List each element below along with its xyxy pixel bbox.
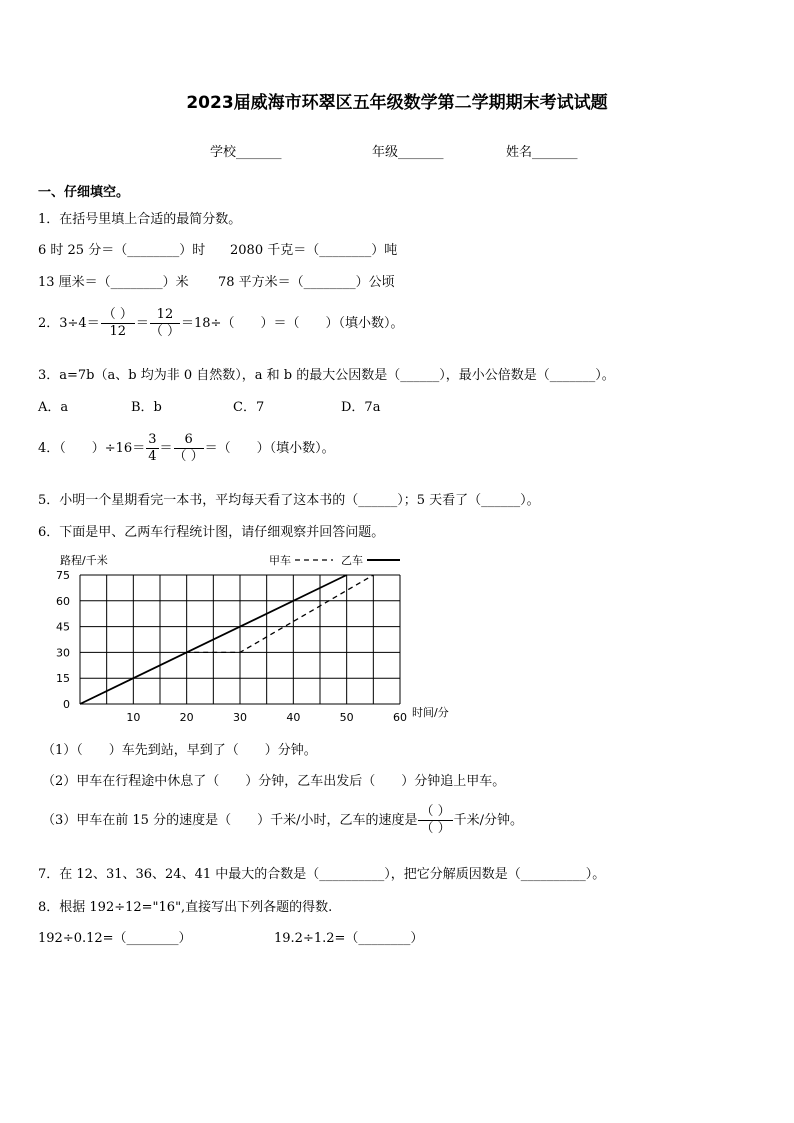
q8-stem: 8．根据 192÷12="16",直接写出下列各题的得数. — [38, 900, 333, 915]
q1-item-a: 6 时 25 分＝（________）时 — [38, 243, 206, 258]
q1-item-d: 78 平方米＝（________）公顷 — [218, 275, 395, 290]
q2-fraction-1 — [101, 307, 135, 340]
q6-sub3-fraction — [418, 804, 452, 837]
q3-option-b: B．b — [131, 400, 162, 415]
q8-item-a: 192÷0.12=（________） — [38, 931, 192, 946]
x-tick-label: 20 — [179, 711, 194, 724]
x-tick-label: 10 — [126, 711, 141, 724]
school-field: 学校_______ — [210, 145, 282, 160]
q6-sub3-lead: （3）甲车在前 15 分的速度是（ ）千米/小时，乙车的速度是 — [42, 813, 418, 828]
q3-option-d: D．7a — [341, 400, 381, 415]
q2-fraction-2 — [150, 307, 180, 340]
series-line-jia — [80, 575, 373, 704]
q4-f1-denominator: 4 — [148, 449, 157, 464]
legend — [269, 554, 400, 567]
q1-item-b: 2080 千克＝（________）吨 — [230, 243, 398, 258]
q2-f1-numerator: （ ） — [102, 307, 133, 322]
q6-sub3-numerator: （ ） — [420, 804, 451, 819]
q6-sub3-denominator: （ ） — [420, 821, 451, 836]
x-tick-label: 60 — [393, 711, 407, 724]
q4-f2-denominator: （ ） — [173, 449, 204, 464]
section-heading: 一、仔细填空。 — [38, 185, 130, 200]
y-tick-label: 75 — [56, 569, 70, 582]
q3-option-a: A．a — [38, 400, 69, 415]
q2-tail: ＝18÷（ ）＝（ ）（填小数）。 — [181, 316, 404, 331]
q6-sub3 — [42, 804, 523, 838]
page-title: 2023届威海市环翠区五年级数学第二学期期末考试试题 — [186, 93, 608, 113]
y-tick-label: 30 — [56, 646, 70, 660]
y-tick-label: 45 — [56, 620, 70, 634]
chart-grid — [80, 575, 400, 704]
x-tick-label: 50 — [339, 711, 354, 724]
q2-f2-numerator: 12 — [150, 307, 180, 324]
legend-jia-label: 甲车 — [269, 554, 291, 567]
name-field: 姓名_______ — [506, 145, 578, 160]
q2-equals: ＝ — [135, 316, 149, 331]
q4-f2-numerator: 6 — [174, 432, 204, 449]
y-tick-label: 0 — [63, 698, 70, 711]
q6-sub2: （2）甲车在行程途中休息了（ ）分钟，乙车出发后（ ）分钟追上甲车。 — [42, 774, 506, 789]
q2-lead: 2．3÷4＝ — [38, 316, 100, 331]
q4-f1-numerator: 3 — [148, 432, 157, 447]
travel-chart — [40, 548, 460, 726]
q1-item-c: 13 厘米＝（________）米 — [38, 275, 189, 290]
q3-option-c: C．7 — [233, 400, 265, 415]
q4 — [38, 432, 335, 466]
q4-fraction-1 — [146, 432, 158, 465]
q2-f2-denominator: （ ） — [149, 324, 181, 339]
q5: 5．小明一个星期看完一本书，平均每天看了这本书的（______）；5 天看了（______）。 — [38, 493, 540, 508]
q8-item-b: 19.2÷1.2=（________） — [274, 931, 424, 946]
q4-equals: ＝ — [159, 441, 173, 456]
q4-lead: 4．（ ）÷16＝ — [38, 441, 146, 456]
x-axis-label: 时间/分 — [412, 706, 449, 719]
grade-field: 年级_______ — [372, 145, 444, 160]
y-tick-label: 15 — [56, 672, 70, 686]
legend-yi-label: 乙车 — [341, 554, 363, 567]
y-tick-label: 60 — [56, 594, 70, 608]
q2 — [38, 307, 403, 341]
q3-stem: 3．a=7b（a、b 均为非 0 自然数），a 和 b 的最大公因数是（______），最小公倍数是（_______）。 — [38, 368, 615, 383]
q6-sub1: （1）（ ）车先到站，早到了（ ）分钟。 — [42, 743, 317, 758]
x-tick-label: 40 — [286, 711, 301, 724]
q6-stem: 6．下面是甲、乙两车行程统计图，请仔细观察并回答问题。 — [38, 525, 385, 540]
q7: 7．在 12、31、36、24、41 中最大的合数是（__________），把它分解质因数是（__________）。 — [38, 867, 606, 882]
x-tick-label: 30 — [233, 711, 247, 724]
q4-fraction-2 — [174, 432, 204, 465]
y-axis-label: 路程/千米 — [60, 554, 108, 567]
q1-stem: 1．在括号里填上合适的最简分数。 — [38, 212, 242, 227]
q2-f1-denominator: 12 — [109, 324, 127, 339]
q4-tail: ＝（ ）（填小数）。 — [204, 441, 335, 456]
q6-sub3-tail: 千米/分钟。 — [453, 813, 523, 828]
